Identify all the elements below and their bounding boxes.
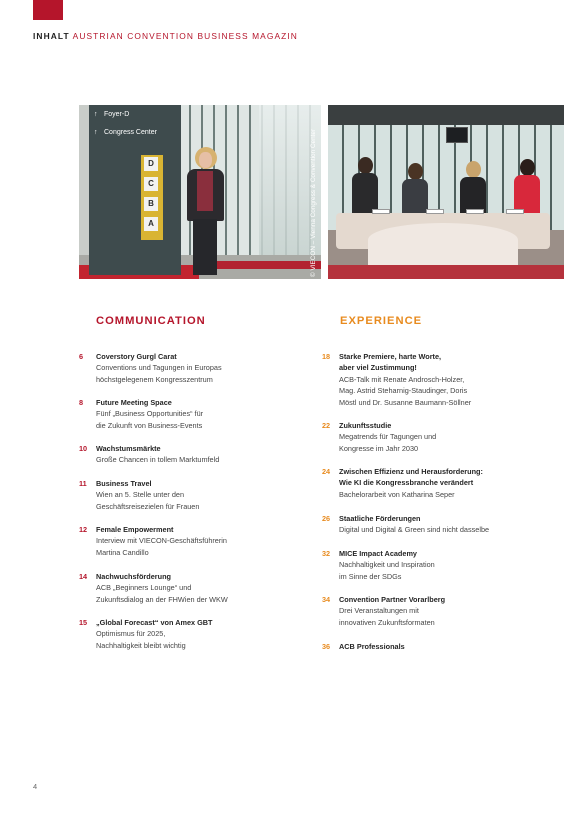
toc-subtitle: Bachelorarbeit von Katharina Seper xyxy=(339,489,455,499)
toc-title: Business Travel xyxy=(96,479,152,488)
toc-subtitle: Fünf „Business Opportunities“ für xyxy=(96,409,204,419)
sign-line-foyer: Foyer-D xyxy=(104,111,130,118)
name-card xyxy=(466,209,484,214)
toc-subtitle: Zukunftsdialog an der FHWien der WKW xyxy=(96,594,228,604)
toc-subtitle: Digital und Digital & Green sind nicht dasselbe xyxy=(339,525,490,535)
name-card xyxy=(506,209,524,214)
toc-title: Female Empowerment xyxy=(96,525,174,534)
toc-page-number: 15 xyxy=(79,618,88,627)
photo-acb-talk-panel xyxy=(328,105,564,279)
toc-title: „Global Forecast“ von Amex GBT xyxy=(96,618,213,627)
toc-page-number: 6 xyxy=(79,352,84,361)
toc-subtitle: die Zukunft von Business-Events xyxy=(96,420,203,430)
toc-subtitle: Kongresse im Jahr 2030 xyxy=(339,443,419,453)
name-card xyxy=(372,209,390,214)
toc-title: Zwischen Effizienz und Herausforderung: xyxy=(339,467,483,476)
toc-title: ACB Professionals xyxy=(339,642,405,651)
sign-line-congress: Congress Center xyxy=(104,129,157,136)
toc-subtitle: Optimismus für 2025, xyxy=(96,629,166,639)
arrow-up-icon: ↑ xyxy=(94,129,98,136)
sign-letter: D xyxy=(144,157,158,171)
toc-title: Staatliche Förderungen xyxy=(339,514,421,523)
tv-screen xyxy=(446,127,468,143)
toc-title: Starke Premiere, harte Worte, xyxy=(339,352,442,361)
toc-title: Zukunftsstudie xyxy=(339,421,392,430)
name-card xyxy=(426,209,444,214)
toc-page-number: 12 xyxy=(79,525,88,534)
photo-credit: © VIECON – Vienna Congress & Convention Center xyxy=(310,128,317,277)
toc-subtitle: Geschäftsreisezielen für Frauen xyxy=(96,501,200,511)
wayfinding-sign xyxy=(89,105,181,275)
toc-subtitle: Nachhaltigkeit und Inspiration xyxy=(339,560,435,570)
header-section-label: INHALT xyxy=(33,31,70,41)
toc-subtitle: im Sinne der SDGs xyxy=(339,571,402,581)
header-magazine-name: AUSTRIAN CONVENTION BUSINESS MAGAZIN xyxy=(72,31,298,41)
toc-page-number: 11 xyxy=(79,479,87,488)
sign-letter: A xyxy=(144,217,158,231)
toc-title-line2: aber viel Zustimmung! xyxy=(339,363,417,373)
photo-woman-standing xyxy=(184,147,226,275)
toc-page-number: 14 xyxy=(79,572,88,581)
toc-page-number: 34 xyxy=(322,595,331,604)
sign-letter: C xyxy=(144,177,158,191)
toc-subtitle: Megatrends für Tagungen und xyxy=(339,432,437,442)
toc-page-number: 32 xyxy=(322,549,331,558)
toc-page-number: 22 xyxy=(322,421,331,430)
toc-subtitle: Drei Veranstaltungen mit xyxy=(339,606,419,616)
toc-title-line2: Wie KI die Kongressbranche verändert xyxy=(339,478,474,488)
sign-letter: B xyxy=(144,197,158,211)
toc-title: Coverstory Gurgl Carat xyxy=(96,352,177,361)
toc-subtitle: Wien an 5. Stelle unter den xyxy=(96,490,185,500)
toc-page-number: 18 xyxy=(322,352,331,361)
page-header xyxy=(33,31,298,41)
toc-page-number: 10 xyxy=(79,444,88,453)
arrow-up-icon: ↑ xyxy=(94,111,98,118)
toc-page-number: 26 xyxy=(322,514,331,523)
toc-subtitle: Möstl und Dr. Susanne Baumann-Söllner xyxy=(339,397,472,407)
toc-subtitle: Martina Candillo xyxy=(96,547,149,557)
toc-title: MICE Impact Academy xyxy=(339,549,417,558)
toc-subtitle: Große Chancen in tollem Marktumfeld xyxy=(96,455,220,465)
toc-subtitle: Nachhaltigkeit bleibt wichtig xyxy=(96,640,186,650)
toc-subtitle: ACB-Talk mit Renate Androsch-Holzer, xyxy=(339,374,465,384)
toc-page-number: 8 xyxy=(79,398,84,407)
toc-subtitle: innovativen Zukunftsformaten xyxy=(339,617,435,627)
toc-title: Nachwuchsförderung xyxy=(96,572,172,581)
toc-title: Wachstumsmärkte xyxy=(96,444,161,453)
toc-title: Convention Partner Vorarlberg xyxy=(339,595,446,604)
toc-subtitle: höchstgelegenem Kongresszentrum xyxy=(96,374,213,384)
toc-subtitle: Interview mit VIECON-Geschäftsführerin xyxy=(96,536,227,546)
toc-subtitle: Mag. Astrid Steharnig-Staudinger, Doris xyxy=(339,386,468,396)
photo-viecon-portrait xyxy=(79,105,321,279)
toc-page-number: 36 xyxy=(322,642,331,651)
section-title-communication: COMMUNICATION xyxy=(96,315,206,327)
toc-subtitle: Conventions und Tagungen in Europas xyxy=(96,363,222,373)
page-number: 4 xyxy=(33,782,38,791)
toc-page-number: 24 xyxy=(322,467,331,476)
panelist xyxy=(350,157,380,217)
section-title-experience: EXPERIENCE xyxy=(340,315,423,327)
toc-title: Future Meeting Space xyxy=(96,398,172,407)
toc-subtitle: ACB „Beginners Lounge“ und xyxy=(96,583,192,593)
red-corner-tab xyxy=(33,0,63,20)
